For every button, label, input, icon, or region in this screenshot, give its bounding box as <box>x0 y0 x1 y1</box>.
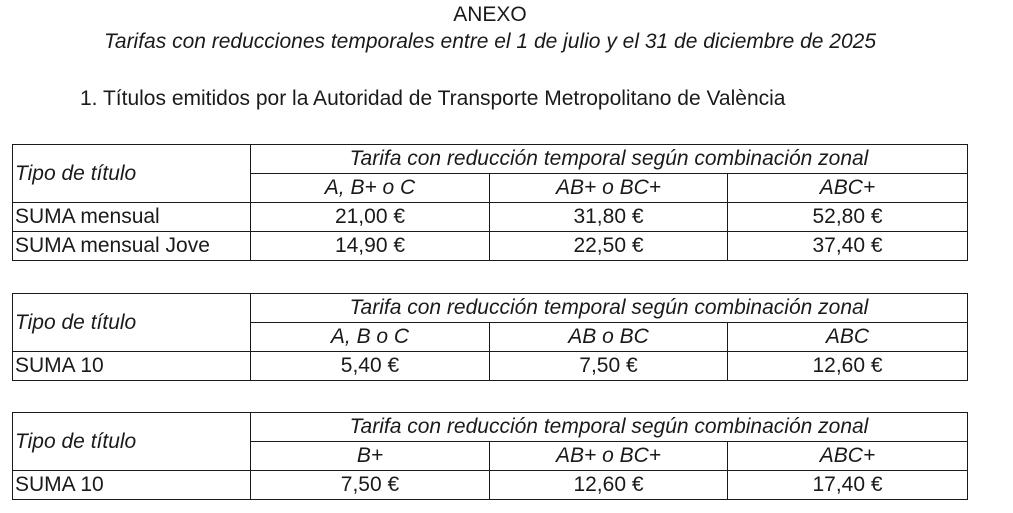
table-row <box>13 232 968 261</box>
zone-header: ABC <box>728 323 968 352</box>
ticket-name: SUMA 10 <box>13 471 251 500</box>
fare-table-monthly <box>12 144 968 261</box>
zonal-fare-header: Tarifa con reducción temporal según combinación zonal <box>251 413 968 442</box>
annex-subtitle: Tarifas con reducciones temporales entre el 1 de julio y el 31 de diciembre de 2025 <box>103 30 877 53</box>
table-row <box>13 471 968 500</box>
zone-header: AB+ o BC+ <box>490 174 728 203</box>
ticket-name: SUMA mensual Jove <box>13 232 251 261</box>
zone-header: AB+ o BC+ <box>490 442 728 471</box>
price-cell: 17,40 € <box>728 471 968 500</box>
zone-header: AB o BC <box>490 323 728 352</box>
fare-table-suma10-plus <box>12 412 968 500</box>
ticket-name: SUMA mensual <box>13 203 251 232</box>
price-cell: 37,40 € <box>728 232 968 261</box>
table-row <box>13 203 968 232</box>
type-header: Tipo de título <box>13 413 251 471</box>
price-cell: 14,90 € <box>251 232 490 261</box>
price-cell: 5,40 € <box>251 352 490 381</box>
zone-header: ABC+ <box>728 174 968 203</box>
zone-header: A, B+ o C <box>251 174 490 203</box>
section-heading: 1. Títulos emitidos por la Autoridad de Transporte Metropolitano de València <box>80 87 786 110</box>
type-header: Tipo de título <box>13 145 251 203</box>
zone-header: A, B o C <box>251 323 490 352</box>
price-cell: 12,60 € <box>490 471 728 500</box>
ticket-name: SUMA 10 <box>13 352 251 381</box>
price-cell: 22,50 € <box>490 232 728 261</box>
price-cell: 21,00 € <box>251 203 490 232</box>
zonal-fare-header: Tarifa con reducción temporal según combinación zonal <box>251 294 968 323</box>
price-cell: 7,50 € <box>490 352 728 381</box>
price-cell: 7,50 € <box>251 471 490 500</box>
price-cell: 52,80 € <box>728 203 968 232</box>
fare-table-suma10 <box>12 293 968 381</box>
price-cell: 12,60 € <box>728 352 968 381</box>
price-cell: 31,80 € <box>490 203 728 232</box>
zonal-fare-header: Tarifa con reducción temporal según combinación zonal <box>251 145 968 174</box>
type-header: Tipo de título <box>13 294 251 352</box>
zone-header: B+ <box>251 442 490 471</box>
zone-header: ABC+ <box>728 442 968 471</box>
table-row <box>13 352 968 381</box>
annex-title: ANEXO <box>453 3 527 26</box>
